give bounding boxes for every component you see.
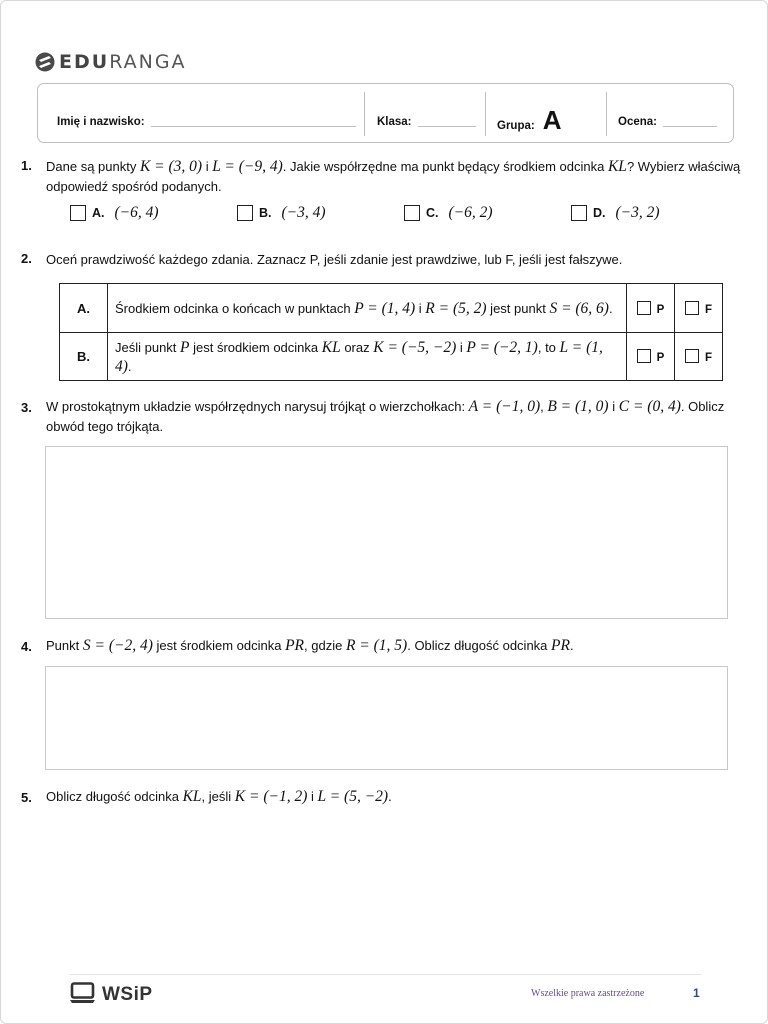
eduranga-logo-icon bbox=[35, 52, 55, 72]
separator bbox=[606, 92, 607, 136]
footer-divider bbox=[69, 974, 702, 975]
question-3 bbox=[21, 397, 745, 437]
eduranga-logo bbox=[35, 51, 187, 73]
checkbox[interactable] bbox=[237, 205, 253, 221]
answer-area-q4[interactable] bbox=[45, 666, 728, 770]
checkbox[interactable] bbox=[404, 205, 420, 221]
false-option[interactable]: F bbox=[675, 284, 723, 333]
statement: Środkiem odcinka o końcach w punktach P = (1, 4) i R = (5, 2) jest punkt S = (6, 6). bbox=[108, 284, 627, 333]
grade-line[interactable] bbox=[663, 126, 717, 127]
checkbox[interactable] bbox=[685, 301, 699, 315]
question-number: 1. bbox=[21, 158, 32, 173]
separator bbox=[364, 92, 365, 136]
question-text: Dane są punkty K = (3, 0) i L = (−9, 4). Jakie współrzędne ma punkt będący środkiem odcinka KL? Wybierz właściwą odpowiedź spośród podanych. bbox=[46, 158, 741, 194]
checkbox[interactable] bbox=[637, 349, 651, 363]
class-line[interactable] bbox=[418, 126, 476, 127]
student-info-box bbox=[37, 83, 734, 143]
wsip-laptop-icon bbox=[69, 982, 96, 1007]
statement: Jeśli punkt P jest środkiem odcinka KL oraz K = (−5, −2) i P = (−2, 1), to L = (1, 4). bbox=[108, 333, 627, 381]
grade-field[interactable] bbox=[618, 84, 717, 142]
question-text: Oceń prawdziwość każdego zdania. Zaznacz P, jeśli zdanie jest prawdziwe, lub F, jeśli jest fałszywe. bbox=[46, 252, 623, 267]
true-option[interactable]: P bbox=[627, 284, 675, 333]
class-label: Klasa: bbox=[377, 116, 412, 128]
question-text: W prostokątnym układzie współrzędnych narysuj trójkąt o wierzchołkach: A = (−1, 0), B = (1, 0) i C = (0, 4). Oblicz obwód tego trójkąta. bbox=[46, 398, 725, 434]
checkbox[interactable] bbox=[637, 301, 651, 315]
table-row bbox=[60, 333, 723, 381]
wsip-logo bbox=[69, 982, 153, 1007]
true-option[interactable]: P bbox=[627, 333, 675, 381]
option-d[interactable]: D. (−3, 2) bbox=[571, 204, 660, 222]
name-line[interactable] bbox=[151, 126, 356, 127]
name-field[interactable] bbox=[57, 84, 356, 142]
copyright-text: Wszelkie prawa zastrzeżone bbox=[531, 988, 645, 999]
false-option[interactable]: F bbox=[675, 333, 723, 381]
checkbox[interactable] bbox=[685, 349, 699, 363]
option-c[interactable]: C. (−6, 2) bbox=[404, 204, 493, 222]
group-value: A bbox=[542, 105, 562, 135]
question-text: Punkt S = (−2, 4) jest środkiem odcinka PR, gdzie R = (1, 5). Oblicz długość odcinka PR. bbox=[46, 637, 574, 654]
row-label: B. bbox=[60, 333, 108, 381]
checkbox[interactable] bbox=[571, 205, 587, 221]
separator bbox=[485, 92, 486, 136]
question-1 bbox=[21, 157, 745, 197]
option-a[interactable]: A. (−6, 4) bbox=[70, 204, 159, 222]
table-row bbox=[60, 284, 723, 333]
eduranga-wordmark: EDURANGA bbox=[59, 51, 187, 73]
question-5 bbox=[21, 787, 745, 807]
publisher-name: WSiP bbox=[102, 983, 153, 1005]
name-label: Imię i nazwisko: bbox=[57, 116, 145, 128]
answer-area-q3[interactable] bbox=[45, 446, 728, 619]
question-number: 5. bbox=[21, 790, 32, 805]
question-number: 2. bbox=[21, 251, 32, 266]
row-label: A. bbox=[60, 284, 108, 333]
question-4 bbox=[21, 636, 745, 656]
group-label: Grupa: bbox=[497, 120, 535, 132]
page-number: 1 bbox=[693, 986, 700, 1000]
checkbox[interactable] bbox=[70, 205, 86, 221]
option-b[interactable]: B. (−3, 4) bbox=[237, 204, 326, 222]
question-number: 4. bbox=[21, 639, 32, 654]
question-text: Oblicz długość odcinka KL, jeśli K = (−1, 2) i L = (5, −2). bbox=[46, 788, 392, 805]
group-field bbox=[497, 84, 561, 142]
class-field[interactable] bbox=[377, 84, 476, 142]
question-2 bbox=[21, 250, 745, 270]
answer-options bbox=[70, 204, 710, 226]
question-number: 3. bbox=[21, 400, 32, 415]
true-false-table bbox=[59, 283, 723, 381]
grade-label: Ocena: bbox=[618, 116, 657, 128]
